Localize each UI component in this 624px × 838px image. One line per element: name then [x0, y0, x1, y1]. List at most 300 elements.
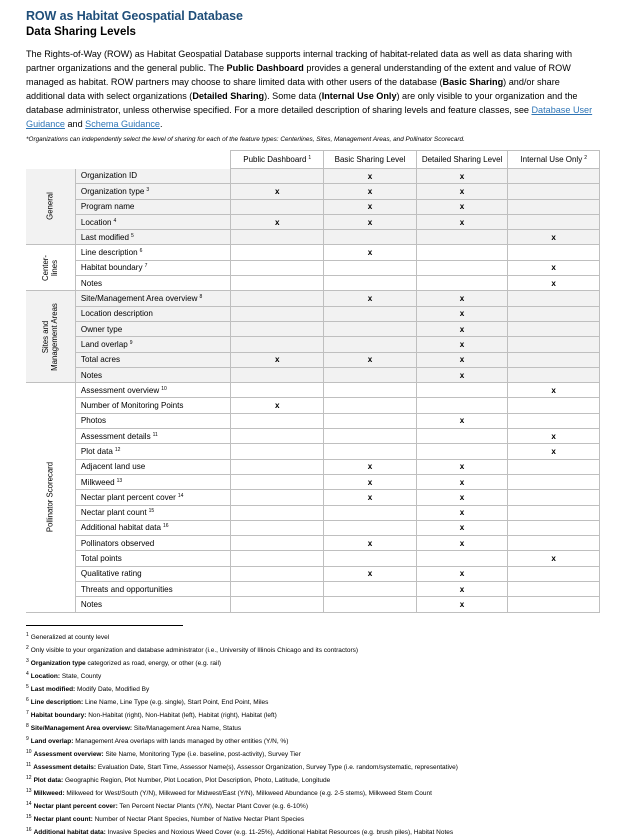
sharing-mark-cell: x [324, 490, 417, 505]
sharing-mark-cell [324, 260, 417, 275]
field-name-cell [75, 520, 230, 535]
footnote [26, 786, 600, 799]
sharing-mark-cell [324, 383, 417, 398]
intro-text: ). Some data ( [264, 91, 322, 101]
footnote-ref: 13 [116, 477, 123, 484]
footnote-term: Plot data: [33, 776, 64, 784]
group-cell [26, 169, 75, 245]
sharing-mark-cell: x [508, 230, 600, 245]
footnote-number: 5 [26, 683, 29, 690]
sharing-mark-cell: x [416, 321, 508, 336]
sharing-mark-cell [324, 520, 417, 535]
footnote-number: 2 [26, 644, 29, 651]
sharing-mark-cell: x [508, 444, 600, 459]
sharing-mark-cell [231, 459, 324, 474]
group-label [41, 255, 59, 281]
group-label [41, 303, 59, 371]
sharing-mark-cell [231, 276, 324, 291]
group-label [46, 462, 55, 532]
footnote-term: Assessment overview: [33, 750, 104, 758]
field-name-cell [75, 597, 230, 612]
header-blank [75, 151, 230, 169]
table-row [26, 505, 600, 520]
footnote-number: 9 [26, 735, 29, 742]
group-label [46, 193, 55, 221]
column-header [508, 151, 600, 169]
field-name-cell [75, 536, 230, 551]
footnote [26, 799, 600, 812]
footnote-text: Site Name, Monitoring Type (i.e. baseline, post-activity), Survey Tier [103, 750, 301, 758]
column-header [416, 151, 508, 169]
sharing-mark-cell [231, 260, 324, 275]
field-name: Location [80, 217, 112, 227]
field-name-cell [75, 306, 230, 321]
field-name-cell [75, 566, 230, 581]
field-name: Site/Management Area overview [80, 294, 198, 304]
footnote [26, 721, 600, 734]
field-name: Line description [80, 248, 138, 258]
sharing-mark-cell [508, 291, 600, 306]
footnote [26, 669, 600, 682]
sharing-mark-cell [231, 490, 324, 505]
sharing-mark-cell [508, 398, 600, 413]
sharing-mark-cell [508, 520, 600, 535]
sharing-mark-cell: x [416, 367, 508, 382]
table-row [26, 245, 600, 260]
sharing-mark-cell: x [324, 245, 417, 260]
sharing-mark-cell [231, 551, 324, 566]
sharing-mark-cell: x [416, 169, 508, 184]
sharing-mark-cell [231, 474, 324, 489]
table-row [26, 444, 600, 459]
sharing-mark-cell: x [231, 398, 324, 413]
sharing-mark-cell: x [416, 184, 508, 199]
field-name-cell [75, 474, 230, 489]
sharing-mark-cell [508, 245, 600, 260]
group-label-line: Pollinator Scorecard [45, 462, 55, 533]
sharing-mark-cell [416, 260, 508, 275]
sharing-mark-cell [231, 444, 324, 459]
field-name: Location description [80, 309, 153, 319]
field-name-cell [75, 398, 230, 413]
sharing-mark-cell [324, 505, 417, 520]
sharing-mark-cell: x [416, 199, 508, 214]
sharing-mark-cell [324, 276, 417, 291]
sharing-mark-cell [231, 306, 324, 321]
footnote-term: Last modified: [30, 685, 76, 693]
sharing-mark-cell [508, 184, 600, 199]
field-name: Assessment details [80, 431, 151, 441]
sharing-mark-cell [416, 551, 508, 566]
footnote-ref: 9 [129, 339, 133, 346]
field-name: Additional habitat data [80, 523, 162, 533]
field-name-cell [75, 337, 230, 352]
table-row [26, 474, 600, 489]
table-row [26, 306, 600, 321]
sharing-mark-cell [231, 383, 324, 398]
field-name-cell [75, 276, 230, 291]
footnote-term: Land overlap: [30, 737, 74, 745]
sharing-mark-cell: x [416, 520, 508, 535]
sharing-mark-cell: x [324, 169, 417, 184]
field-name: Number of Monitoring Points [80, 401, 184, 411]
footnote-text: Ten Percent Nectar Plants (Y/N), Nectar Plant Cover (e.g. 6-10%) [117, 802, 308, 810]
intro-term-detailed-sharing: Detailed Sharing [192, 91, 265, 101]
sharing-mark-cell: x [324, 199, 417, 214]
group-cell [26, 291, 75, 383]
sharing-mark-cell [231, 321, 324, 336]
field-name-cell [75, 459, 230, 474]
field-name-cell [75, 230, 230, 245]
footnote [26, 825, 600, 838]
sharing-mark-cell [324, 429, 417, 444]
sharing-mark-cell [231, 566, 324, 581]
sharing-mark-cell: x [324, 291, 417, 306]
footnote-number: 16 [26, 826, 32, 833]
table-row [26, 459, 600, 474]
column-header-label: Basic Sharing Level [334, 155, 406, 164]
sharing-mark-cell [508, 352, 600, 367]
sharing-mark-cell [324, 367, 417, 382]
sharing-mark-cell [508, 321, 600, 336]
sharing-mark-cell [416, 383, 508, 398]
footnote-term: Nectar plant count: [33, 815, 93, 823]
sharing-mark-cell: x [416, 474, 508, 489]
sharing-mark-cell [324, 337, 417, 352]
table-row [26, 536, 600, 551]
table-row [26, 398, 600, 413]
table-row [26, 413, 600, 428]
footnote-text: Invasive Species and Noxious Weed Cover (e.g. 11-25%), Additional Habitat Resources (e.g. brush piles), Habitat Notes [105, 828, 454, 836]
sharing-mark-cell [508, 214, 600, 229]
table-row [26, 429, 600, 444]
field-name: Habitat boundary [80, 263, 143, 273]
header-blank [26, 151, 75, 169]
sharing-mark-cell [508, 169, 600, 184]
database-user-guidance-link[interactable]: Database User Guidance [26, 105, 593, 129]
sharing-mark-cell [231, 245, 324, 260]
footnote-number: 3 [26, 657, 29, 664]
footnotes [26, 630, 600, 838]
sharing-mark-cell: x [416, 597, 508, 612]
table-body [26, 169, 600, 613]
footnote-ref: 4 [113, 217, 117, 224]
sharing-mark-cell [508, 337, 600, 352]
group-label-line: General [45, 192, 55, 221]
sharing-mark-cell: x [508, 276, 600, 291]
field-name-cell [75, 413, 230, 428]
footnote-number: 13 [26, 787, 32, 794]
intro-text: The Rights-of-Way (ROW) as Habitat Geospatial Database supports internal tracking of habitat-related data as well as data sharing with partner organizations and the general public. The [26, 49, 573, 73]
intro-text: provides a general understanding of the extent and value of ROW managed as habitat. ROW partners may choose to share limited data with other users of the database ( [26, 63, 571, 87]
footnote-term: Additional habitat data: [33, 828, 106, 836]
footnote-ref: 5 [131, 232, 134, 239]
footnote-number: 15 [26, 813, 32, 820]
sharing-mark-cell [508, 566, 600, 581]
table-header-row [26, 151, 600, 169]
sharing-mark-cell: x [324, 536, 417, 551]
column-header-label: Detailed Sharing Level [421, 155, 503, 164]
field-name-cell [75, 444, 230, 459]
table-row [26, 291, 600, 306]
field-name-cell [75, 490, 230, 505]
table-row [26, 352, 600, 367]
field-name-cell [75, 169, 230, 184]
sharing-mark-cell: x [416, 490, 508, 505]
field-name: Last modified [80, 232, 130, 242]
sharing-mark-cell [508, 306, 600, 321]
sharing-mark-cell: x [416, 582, 508, 597]
table-row [26, 321, 600, 336]
footnote-text: Generalized at county level [30, 633, 110, 641]
footnote [26, 747, 600, 760]
sharing-mark-cell: x [231, 352, 324, 367]
sharing-mark-cell [508, 474, 600, 489]
sharing-mark-cell: x [416, 566, 508, 581]
field-name: Total points [80, 554, 122, 564]
sharing-mark-cell [231, 536, 324, 551]
field-name: Notes [80, 278, 103, 288]
footnote [26, 760, 600, 773]
field-name-cell [75, 551, 230, 566]
sharing-mark-cell [231, 337, 324, 352]
sharing-mark-cell: x [416, 505, 508, 520]
footnote-text: Site/Management Area Name, Status [132, 724, 242, 732]
field-name: Notes [80, 599, 103, 609]
sharing-mark-cell [508, 597, 600, 612]
footnote-number: 6 [26, 696, 29, 703]
sharing-mark-cell: x [231, 214, 324, 229]
field-name: Land overlap [80, 339, 128, 349]
footnote-ref: 8 [199, 294, 203, 301]
sharing-mark-cell [231, 291, 324, 306]
table-row [26, 582, 600, 597]
sharing-mark-cell: x [416, 337, 508, 352]
sharing-mark-cell [324, 582, 417, 597]
group-label-line: Sites and [41, 320, 51, 354]
field-name-cell [75, 184, 230, 199]
table-row [26, 566, 600, 581]
field-name: Notes [80, 370, 103, 380]
sharing-mark-cell [231, 520, 324, 535]
table-row [26, 169, 600, 184]
footnote-divider [26, 625, 183, 626]
footnote-number: 1 [26, 631, 29, 638]
column-header-label: Internal Use Only [520, 155, 583, 164]
field-name: Owner type [80, 324, 123, 334]
table-row [26, 276, 600, 291]
sharing-note: *Organizations can independently select the level of sharing for each of the feature types: Centerlines, Sites, Management Areas, and Pollinator Scorecard. [26, 136, 465, 143]
footnote-ref: 6 [139, 248, 143, 255]
footnote-text: Geographic Region, Plot Number, Plot Location, Plot Description, Photo, Latitude, Longitude [63, 776, 331, 784]
field-name-cell [75, 505, 230, 520]
sharing-mark-cell: x [416, 459, 508, 474]
sharing-mark-cell [231, 230, 324, 245]
field-name: Nectar plant count [80, 508, 147, 518]
sharing-mark-cell [231, 597, 324, 612]
intro-text: and [64, 119, 86, 129]
sharing-mark-cell [324, 230, 417, 245]
field-name-cell [75, 214, 230, 229]
field-name: Program name [80, 202, 135, 212]
field-name: Organization ID [80, 171, 138, 181]
sharing-mark-cell: x [324, 214, 417, 229]
document-title: ROW as Habitat Geospatial Database [26, 9, 243, 23]
footnote-ref: 1 [308, 155, 312, 161]
footnote-text: Number of Nectar Plant Species, Number of Native Nectar Plant Species [92, 815, 305, 823]
footnote [26, 656, 600, 669]
footnote-term: Site/Management Area overview: [30, 724, 133, 732]
intro-text: ) and/or share additional data with select organizations ( [26, 77, 560, 101]
field-name-cell [75, 321, 230, 336]
sharing-mark-cell: x [508, 260, 600, 275]
footnote-ref: 2 [584, 155, 587, 161]
sharing-mark-cell [416, 429, 508, 444]
field-name-cell [75, 582, 230, 597]
field-name-cell [75, 291, 230, 306]
table-row [26, 367, 600, 382]
sharing-levels-table [26, 150, 600, 613]
field-name: Photos [80, 416, 107, 426]
sharing-mark-cell: x [416, 352, 508, 367]
sharing-mark-cell: x [231, 184, 324, 199]
footnote-text: Only visible to your organization and database administrator (i.e., University of Illinois Chicago and its contractors) [30, 646, 359, 654]
footnote-number: 4 [26, 670, 29, 677]
sharing-mark-cell: x [416, 291, 508, 306]
footnote-term: Location: [30, 672, 61, 680]
footnote-number: 8 [26, 722, 29, 729]
table-row [26, 490, 600, 505]
field-name-cell [75, 199, 230, 214]
footnote-term: Assessment details: [33, 763, 97, 771]
intro-paragraph [26, 47, 600, 131]
footnote-ref: 10 [161, 385, 167, 392]
table-row [26, 383, 600, 398]
sharing-mark-cell [231, 169, 324, 184]
field-name: Assessment overview [80, 385, 160, 395]
sharing-mark-cell [508, 199, 600, 214]
sharing-mark-cell: x [508, 383, 600, 398]
field-name: Organization type [80, 186, 145, 196]
table-row [26, 520, 600, 535]
sharing-mark-cell: x [416, 306, 508, 321]
table-row [26, 551, 600, 566]
footnote-ref: 3 [146, 186, 150, 193]
sharing-mark-cell [231, 413, 324, 428]
footnote-text: Evaluation Date, Start Time, Assessor Name(s), Assessor Organization, Survey Type (i.e. random/systematic, representative) [96, 763, 458, 771]
footnote [26, 643, 600, 656]
sharing-mark-cell [231, 505, 324, 520]
footnote-text: State, County [60, 672, 102, 680]
sharing-mark-cell [231, 582, 324, 597]
sharing-mark-cell: x [324, 459, 417, 474]
column-header-label: Public Dashboard [243, 155, 307, 164]
intro-text: ) are only visible to your organization and the database administrator, unless otherwise specified. For a more detailed description of sharing levels and feature classes, see [26, 91, 578, 115]
footnote-ref: 11 [152, 431, 158, 438]
group-cell [26, 245, 75, 291]
sharing-mark-cell [231, 367, 324, 382]
footnote-term: Organization type [30, 659, 86, 667]
footnote-text: Non-Habitat (right), Non-Habitat (left), Habitat (right), Habitat (left) [86, 711, 277, 719]
sharing-mark-cell [324, 551, 417, 566]
footnote-text: categorized as road, energy, or other (e.g. rail) [85, 659, 222, 667]
sharing-mark-cell [508, 582, 600, 597]
footnote-term: Line description: [30, 698, 84, 706]
table-row [26, 337, 600, 352]
field-name: Adjacent land use [80, 462, 146, 472]
field-name-cell [75, 429, 230, 444]
footnote-text: Management Area overlaps with lands managed by other entities (Y/N, %) [73, 737, 289, 745]
sharing-mark-cell: x [416, 214, 508, 229]
field-name: Threats and opportunities [80, 584, 173, 594]
footnote-number: 14 [26, 800, 32, 807]
field-name: Plot data [80, 446, 113, 456]
sharing-mark-cell [231, 199, 324, 214]
footnote [26, 695, 600, 708]
field-name: Nectar plant percent cover [80, 492, 176, 502]
sharing-mark-cell [416, 444, 508, 459]
footnote-ref: 7 [144, 263, 148, 270]
field-name-cell [75, 383, 230, 398]
sharing-mark-cell [416, 245, 508, 260]
sharing-mark-cell [324, 398, 417, 413]
sharing-mark-cell [231, 429, 324, 444]
sharing-mark-cell: x [324, 566, 417, 581]
group-label-line: lines [50, 259, 60, 276]
sharing-mark-cell: x [324, 474, 417, 489]
sharing-mark-cell [508, 367, 600, 382]
group-cell [26, 383, 75, 612]
sharing-mark-cell: x [324, 352, 417, 367]
footnote-ref: 12 [114, 446, 121, 453]
sharing-mark-cell [508, 459, 600, 474]
footnote [26, 812, 600, 825]
sharing-mark-cell [508, 536, 600, 551]
table-row [26, 184, 600, 199]
footnote [26, 708, 600, 721]
footnote-text: Milkweed for West/South (Y/N), Milkweed for Midwest/East (Y/N), Milkweed Abundance (e.g. 2-5 stems), Milkweed Stem Count [64, 789, 432, 797]
column-header [324, 151, 417, 169]
footnote-number: 10 [26, 748, 32, 755]
sharing-mark-cell: x [416, 536, 508, 551]
intro-term-public-dashboard: Public Dashboard [226, 63, 304, 73]
sharing-mark-cell [324, 597, 417, 612]
sharing-mark-cell: x [416, 413, 508, 428]
field-name-cell [75, 260, 230, 275]
footnote-number: 7 [26, 709, 29, 716]
sharing-mark-cell [416, 276, 508, 291]
footnote [26, 630, 600, 643]
field-name: Milkweed [80, 477, 115, 487]
table-row [26, 260, 600, 275]
footnote-number: 12 [26, 774, 32, 781]
footnote [26, 734, 600, 747]
schema-guidance-link[interactable]: Schema Guidance [85, 119, 160, 129]
footnote-term: Habitat boundary: [30, 711, 87, 719]
sharing-mark-cell [508, 490, 600, 505]
footnote-term: Nectar plant percent cover: [33, 802, 118, 810]
footnote-ref: 15 [148, 508, 155, 515]
document-subtitle: Data Sharing Levels [26, 26, 136, 38]
document [26, 9, 600, 838]
field-name: Qualitative rating [80, 569, 142, 579]
footnote [26, 773, 600, 786]
table-row [26, 214, 600, 229]
sharing-mark-cell [324, 306, 417, 321]
sharing-mark-cell: x [324, 184, 417, 199]
sharing-mark-cell [324, 413, 417, 428]
intro-term-internal-use-only: Internal Use Only [321, 91, 397, 101]
